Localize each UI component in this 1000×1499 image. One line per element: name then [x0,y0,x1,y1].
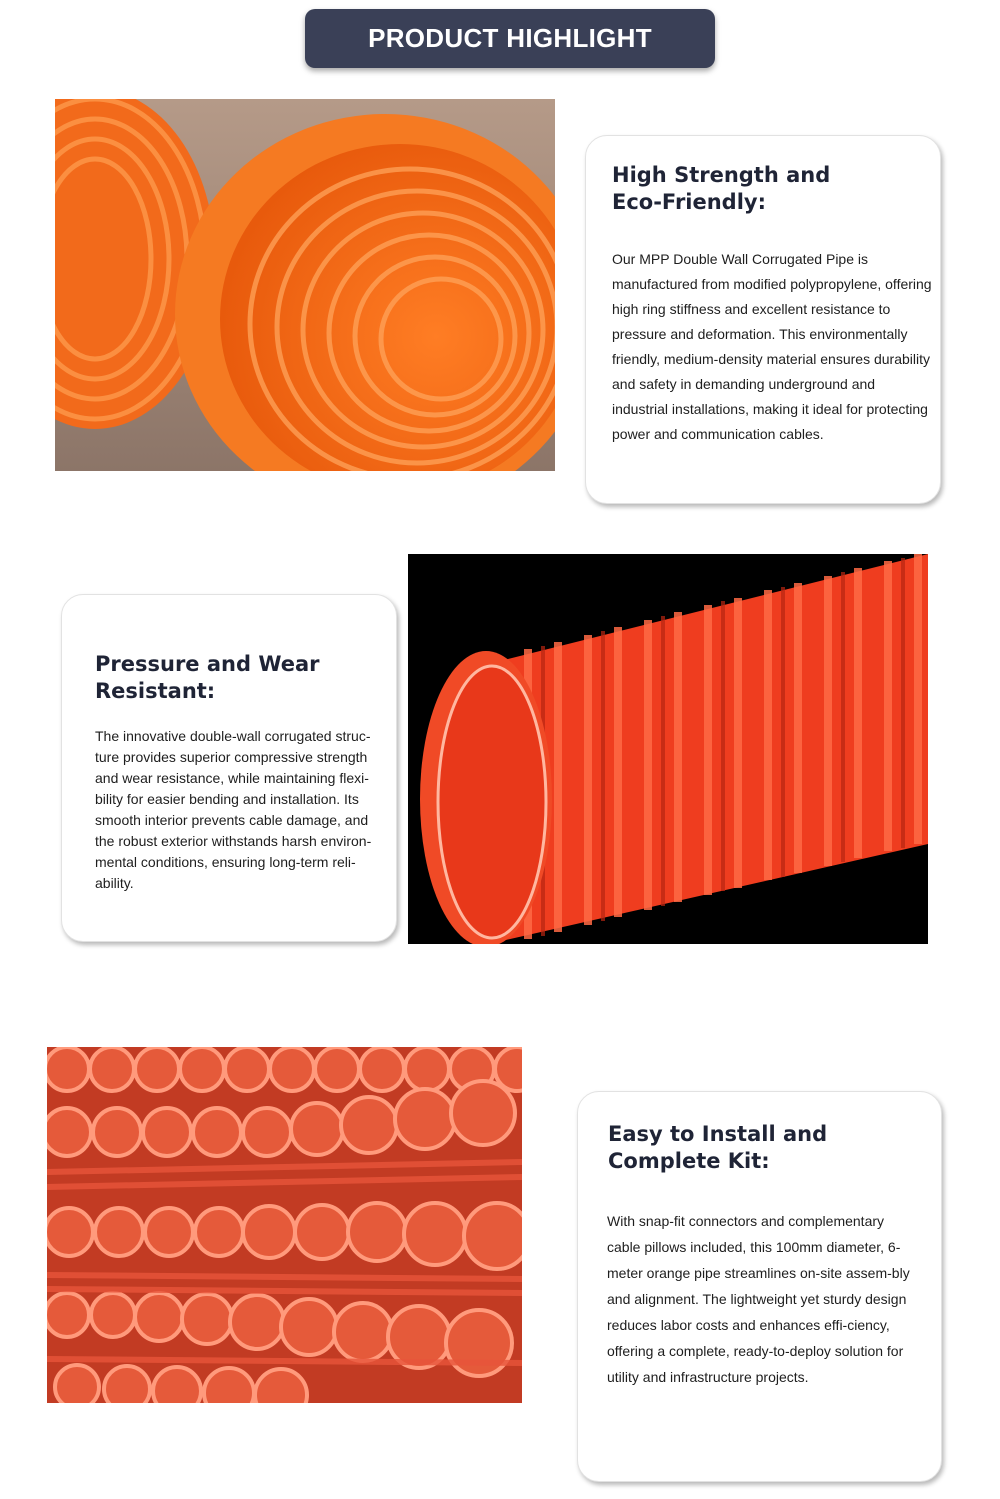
red-pipe-photo [408,554,928,944]
stacked-pipes-photo [47,1047,522,1403]
feature-heading [608,1121,827,1175]
feature-heading-line2: Resistant: [95,679,216,703]
feature-heading [95,651,320,705]
feature-heading-line1: Pressure and Wear [95,652,320,676]
feature-card-install [577,1091,942,1482]
feature-description: Our MPP Double Wall Corrugated Pipe is manufactured from modified polypropylene, offering high ring stiffness and excellent resistance to pressure and deformation. This environmentally friendly, medium-density material ensures durability and safety in demanding underground and industrial installations, making it ideal for protecting power and communication cables. [612,251,932,442]
feature-heading [612,162,830,216]
feature-heading-line2: Complete Kit: [608,1149,770,1173]
feature-heading-line1: Easy to Install and [608,1122,828,1146]
feature-heading-line2: Eco-Friendly: [612,190,767,214]
section-title-banner [305,9,715,68]
feature-card-strength [585,135,941,504]
feature-description: With snap-fit connectors and complementary cable pillows included, this 100mm diameter, 6-meter orange pipe streamlines on-site assem-bly and alignment. The lightweight yet sturdy design reduces labor costs and enhances effi-ciency, offering a complete, ready-to-deploy solution for utility and infrastructure projects. [607,1213,910,1385]
section-title: PRODUCT HIGHLIGHT [368,23,652,53]
orange-pipes-photo [55,99,555,471]
feature-description: The innovative double-wall corrugated struc-ture provides superior compressive strength and wear resistance, while maintaining flexi-bility for easier bending and installation. Its smooth interior prevents cable damage, and the robust exterior withstands harsh environ-mental conditions, ensuring long-term reli-ability. [95,728,372,891]
feature-heading-line1: High Strength and [612,163,831,187]
feature-card-pressure [61,594,397,942]
